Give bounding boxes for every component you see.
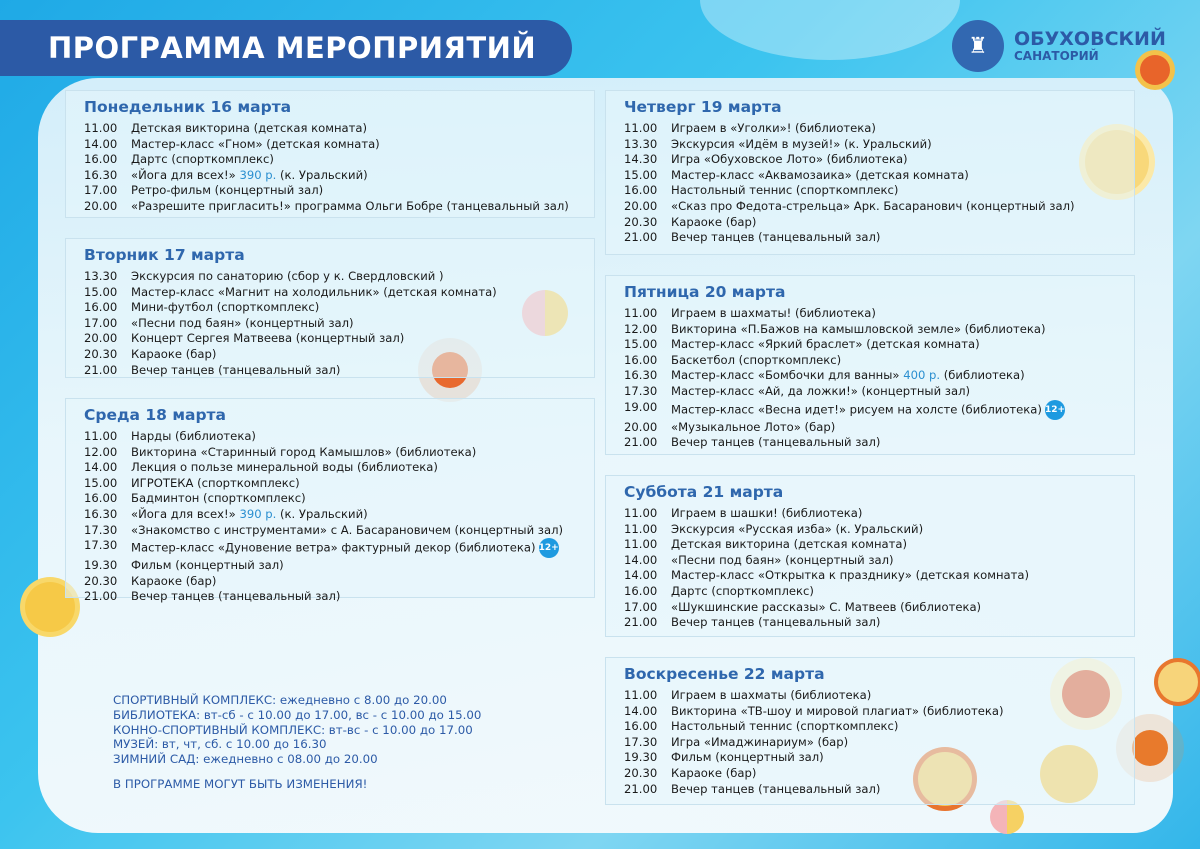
- event-row: [624, 537, 1134, 553]
- event-text: «Разрешите пригласить!» программа Ольги Бобре (танцевальный зал): [131, 198, 569, 213]
- event-price: 390 р.: [239, 506, 277, 521]
- event-text: Викторина «Старинный город Камышлов» (библиотека): [131, 444, 477, 459]
- event-row: [624, 337, 1134, 353]
- event-time: 17.30: [624, 734, 658, 749]
- event-row: [624, 400, 1134, 420]
- event-text: Мастер-класс «Аквамозаика» (детская комната): [671, 167, 969, 182]
- event-title: [671, 522, 923, 538]
- event-row: [84, 574, 594, 590]
- event-title: [671, 183, 898, 199]
- event-time: 11.00: [624, 688, 658, 702]
- event-row: [624, 137, 1134, 153]
- event-title: [671, 537, 907, 553]
- event-text: «Шукшинские рассказы» С. Матвеев (библиотека): [671, 599, 982, 614]
- event-row: [84, 363, 594, 379]
- event-time: 11.00: [624, 121, 658, 135]
- event-title: [131, 347, 216, 363]
- event-time: 21.00: [624, 615, 658, 630]
- hours-line: ЗИМНИЙ САД: ежедневно с 08.00 до 20.00: [113, 752, 378, 767]
- event-time: 12.00: [84, 444, 118, 459]
- event-time: 21.00: [84, 589, 118, 604]
- event-time: 20.30: [624, 765, 658, 780]
- event-title: [131, 152, 274, 168]
- event-row: [84, 507, 594, 523]
- event-title: [671, 506, 862, 522]
- event-time: 11.00: [84, 121, 118, 135]
- event-location: (библиотека): [940, 368, 1025, 383]
- day-heading: Понедельник 16 марта: [84, 98, 292, 116]
- event-title: [131, 491, 306, 507]
- event-time: 15.00: [84, 284, 118, 299]
- event-time: 16.30: [624, 368, 658, 383]
- event-row: [624, 735, 1134, 751]
- event-time: 21.00: [84, 362, 118, 377]
- event-text: Викторина «П.Бажов на камышловской земле» (библиотека): [671, 321, 1046, 336]
- hours-line: КОННО-СПОРТИВНЫЙ КОМПЛЕКС: вт-вс - с 10.00 до 17.00: [113, 722, 473, 737]
- event-time: 14.00: [84, 460, 118, 475]
- event-title: [671, 400, 1065, 420]
- event-title: [671, 735, 848, 751]
- event-text: Фильм (концертный зал): [131, 558, 284, 573]
- event-time: 19.00: [624, 399, 658, 414]
- day-heading: Вторник 17 марта: [84, 246, 245, 264]
- event-title: [671, 230, 880, 246]
- event-row: [624, 584, 1134, 600]
- event-row: [84, 300, 594, 316]
- event-row: [624, 750, 1134, 766]
- event-title: [131, 269, 444, 285]
- sun-icon: [1158, 662, 1198, 702]
- event-title: [671, 553, 894, 569]
- logo: [952, 20, 1166, 72]
- event-text: «Песни под баян» (концертный зал): [671, 552, 894, 567]
- event-time: 11.00: [624, 306, 658, 320]
- event-text: Мастер-класс «Весна идет!» рисуем на холсте (библиотека): [671, 402, 1042, 417]
- event-text: Бадминтон (спорткомплекс): [131, 491, 306, 506]
- event-row: [624, 719, 1134, 735]
- event-title: [671, 615, 880, 631]
- event-text: Вечер танцев (танцевальный зал): [671, 230, 881, 245]
- event-time: 12.00: [624, 321, 658, 336]
- event-title: [671, 322, 1046, 338]
- event-title: [671, 704, 1004, 720]
- event-time: 16.00: [84, 300, 118, 315]
- event-time: 16.00: [624, 183, 658, 198]
- event-row: [624, 766, 1134, 782]
- event-price: 400 р.: [903, 368, 941, 383]
- event-title: [671, 306, 876, 322]
- event-text: Вечер танцев (танцевальный зал): [671, 435, 881, 450]
- event-text: Экскурсия «Русская изба» (к. Уральский): [671, 521, 924, 536]
- event-time: 20.30: [84, 573, 118, 588]
- event-title: [671, 384, 970, 400]
- event-time: 16.00: [624, 352, 658, 367]
- event-text: Викторина «ТВ-шоу и мировой плагиат» (библиотека): [671, 703, 1004, 718]
- event-time: 21.00: [624, 435, 658, 450]
- opening-hours: [113, 693, 481, 792]
- event-time: 17.00: [84, 315, 118, 330]
- event-title: [671, 584, 814, 600]
- event-row: [624, 368, 1134, 384]
- event-title: [131, 476, 300, 492]
- changes-note: В ПРОГРАММЕ МОГУТ БЫТЬ ИЗМЕНЕНИЯ!: [113, 776, 368, 791]
- event-time: 16.00: [624, 719, 658, 734]
- day-heading: Воскресенье 22 марта: [624, 665, 825, 683]
- event-time: 13.30: [624, 136, 658, 151]
- event-text: «Сказ про Федота-стрельца» Арк. Басаранович (концертный зал): [671, 198, 1075, 213]
- event-row: [624, 230, 1134, 246]
- event-time: 15.00: [624, 337, 658, 352]
- event-time: 20.30: [84, 346, 118, 361]
- event-row: [624, 306, 1134, 322]
- event-title: [131, 445, 476, 461]
- event-title: [131, 316, 354, 332]
- event-text: Играем в «Уголки»! (библиотека): [671, 121, 876, 135]
- event-row: [84, 199, 594, 215]
- moon-icon: [990, 800, 1024, 834]
- event-row: [84, 269, 594, 285]
- event-text: Мастер-класс «Гном» (детская комната): [131, 136, 380, 151]
- event-text: Вечер танцев (танцевальный зал): [131, 362, 341, 377]
- event-title: [671, 199, 1075, 215]
- event-row: [624, 435, 1134, 451]
- event-text: Мастер-класс «Ай, да ложки!» (концертный зал): [671, 383, 971, 398]
- event-row: [84, 538, 594, 558]
- event-time: 20.00: [624, 419, 658, 434]
- event-title: [131, 363, 340, 379]
- event-time: 14.00: [624, 568, 658, 583]
- event-row: [84, 558, 594, 574]
- event-text: «Песни под баян» (концертный зал): [131, 315, 354, 330]
- event-title: [671, 600, 981, 616]
- event-text: Ретро-фильм (концертный зал): [131, 183, 324, 198]
- event-text: Вечер танцев (танцевальный зал): [671, 615, 881, 630]
- day-heading: Суббота 21 марта: [624, 483, 784, 501]
- event-text: Вечер танцев (танцевальный зал): [671, 781, 881, 796]
- event-title: [131, 168, 368, 184]
- event-time: 17.00: [84, 183, 118, 198]
- event-title: [671, 782, 880, 798]
- event-title: [671, 750, 824, 766]
- event-title: [671, 368, 1025, 384]
- event-text: Вечер танцев (танцевальный зал): [131, 589, 341, 604]
- event-row: [84, 589, 594, 605]
- event-time: 16.00: [84, 152, 118, 167]
- event-row: [84, 429, 594, 445]
- event-location: (к. Уральский): [276, 167, 368, 182]
- event-text: Играем в шашки! (библиотека): [671, 506, 863, 520]
- event-time: 15.00: [84, 475, 118, 490]
- event-title: [131, 331, 404, 347]
- hours-line: МУЗЕЙ: вт, чт, сб. с 10.00 до 16.30: [113, 737, 327, 752]
- event-time: 14.00: [84, 136, 118, 151]
- event-row: [624, 568, 1134, 584]
- event-title: [671, 353, 841, 369]
- day-card: [605, 657, 1135, 805]
- event-row: [624, 353, 1134, 369]
- event-row: [84, 523, 594, 539]
- event-title: [671, 766, 756, 782]
- sun-icon: [1140, 55, 1170, 85]
- event-title: [671, 435, 880, 451]
- event-text: Игра «Имаджинариум» (бар): [671, 734, 849, 749]
- event-text: «Знакомство с инструментами» с А. Басарановичем (концертный зал): [131, 522, 564, 537]
- event-title: [671, 568, 1029, 584]
- event-row: [624, 704, 1134, 720]
- event-row: [84, 152, 594, 168]
- event-text: Лекция о пользе минеральной воды (библиотека): [131, 460, 438, 475]
- event-title: [671, 215, 756, 231]
- event-time: 17.30: [84, 538, 118, 553]
- event-time: 16.00: [84, 491, 118, 506]
- event-text: Играем в шахматы! (библиотека): [671, 306, 876, 320]
- event-title: [131, 460, 438, 476]
- event-text: ИГРОТЕКА (спорткомплекс): [131, 475, 300, 490]
- event-text: Мастер-класс «Яркий браслет» (детская комната): [671, 337, 980, 352]
- event-row: [84, 476, 594, 492]
- event-row: [84, 331, 594, 347]
- event-title: [131, 300, 319, 316]
- event-title: [671, 152, 908, 168]
- event-row: [624, 782, 1134, 798]
- event-row: [624, 215, 1134, 231]
- event-text: Экскурсия «Идём в музей!» (к. Уральский): [671, 136, 932, 151]
- event-title: [131, 199, 569, 215]
- event-time: 16.30: [84, 506, 118, 521]
- event-row: [624, 121, 1134, 137]
- event-text: Баскетбол (спорткомплекс): [671, 352, 842, 367]
- event-row: [624, 506, 1134, 522]
- event-text: Дартс (спорткомплекс): [671, 583, 814, 598]
- event-time: 13.30: [84, 269, 118, 283]
- day-card: [65, 90, 595, 218]
- page-title: ПРОГРАММА МЕРОПРИЯТИЙ: [0, 20, 572, 76]
- event-text: Детская викторина (детская комната): [671, 537, 908, 552]
- event-title: [131, 589, 340, 605]
- event-time: 20.00: [84, 331, 118, 346]
- event-text: Нарды (библиотека): [131, 429, 256, 443]
- event-row: [624, 522, 1134, 538]
- event-time: 16.30: [84, 167, 118, 182]
- day-heading: Четверг 19 марта: [624, 98, 782, 116]
- event-text: «Йога для всех!»: [131, 167, 240, 182]
- event-text: Концерт Сергея Матвеева (концертный зал): [131, 331, 405, 346]
- event-time: 11.00: [84, 429, 118, 443]
- event-row: [84, 137, 594, 153]
- hours-line: СПОРТИВНЫЙ КОМПЛЕКС: ежедневно с 8.00 до 20.00: [113, 693, 447, 707]
- event-time: 21.00: [624, 230, 658, 245]
- event-title: [131, 137, 380, 153]
- event-row: [624, 322, 1134, 338]
- event-row: [624, 168, 1134, 184]
- event-row: [624, 420, 1134, 436]
- event-price: 390 р.: [239, 167, 277, 182]
- event-title: [131, 558, 284, 574]
- event-time: 17.30: [624, 383, 658, 398]
- day-card: [605, 90, 1135, 255]
- event-text: Мастер-класс «Открытка к празднику» (детская комната): [671, 568, 1030, 583]
- event-row: [84, 347, 594, 363]
- event-row: [624, 600, 1134, 616]
- event-time: 20.00: [84, 198, 118, 213]
- event-text: Мини-футбол (спорткомплекс): [131, 300, 320, 315]
- hours-line: БИБЛИОТЕКА: вт-сб - с 10.00 до 17.00, вс - с 10.00 до 15.00: [113, 707, 482, 722]
- event-time: 21.00: [624, 781, 658, 796]
- event-row: [84, 445, 594, 461]
- event-time: 14.00: [624, 703, 658, 718]
- event-text: Настольный теннис (спорткомплекс): [671, 183, 899, 198]
- event-title: [671, 688, 871, 704]
- event-title: [131, 538, 559, 558]
- event-time: 20.00: [624, 198, 658, 213]
- event-row: [624, 688, 1134, 704]
- event-title: [131, 574, 216, 590]
- event-title: [671, 337, 980, 353]
- event-title: [671, 137, 932, 153]
- event-title: [671, 121, 876, 137]
- event-time: 17.30: [84, 522, 118, 537]
- event-text: Мастер-класс «Магнит на холодильник» (детская комната): [131, 284, 497, 299]
- day-heading: Пятница 20 марта: [624, 283, 786, 301]
- age-badge: 12+: [539, 538, 559, 558]
- event-row: [84, 460, 594, 476]
- castle-icon: ♜: [952, 20, 1004, 72]
- event-time: 19.30: [84, 558, 118, 573]
- event-text: Детская викторина (детская комната): [131, 121, 368, 135]
- event-text: Играем в шахматы (библиотека): [671, 688, 872, 702]
- event-title: [131, 507, 368, 523]
- event-title: [131, 183, 323, 199]
- event-row: [624, 152, 1134, 168]
- event-title: [131, 523, 563, 539]
- event-time: 11.00: [624, 521, 658, 536]
- event-time: 16.00: [624, 583, 658, 598]
- event-time: 15.00: [624, 167, 658, 182]
- age-badge: 12+: [1045, 400, 1065, 420]
- event-row: [624, 553, 1134, 569]
- event-row: [624, 384, 1134, 400]
- event-text: Мастер-класс «Дуновение ветра» фактурный декор (библиотека): [131, 540, 536, 555]
- event-time: 14.00: [624, 552, 658, 567]
- event-row: [84, 121, 594, 137]
- event-time: 20.30: [624, 214, 658, 229]
- event-row: [624, 615, 1134, 631]
- logo-line1: ОБУХОВСКИЙ: [1014, 28, 1166, 50]
- event-row: [624, 183, 1134, 199]
- event-title: [131, 429, 256, 445]
- event-text: Караоке (бар): [131, 573, 217, 588]
- event-text: Настольный теннис (спорткомплекс): [671, 719, 899, 734]
- event-location: (к. Уральский): [276, 506, 368, 521]
- event-row: [84, 285, 594, 301]
- event-row: [84, 316, 594, 332]
- event-row: [84, 183, 594, 199]
- event-time: 19.30: [624, 750, 658, 765]
- day-heading: Среда 18 марта: [84, 406, 226, 424]
- sun-icon: [1132, 730, 1168, 766]
- event-title: [671, 719, 898, 735]
- event-title: [671, 168, 969, 184]
- event-title: [671, 420, 835, 436]
- event-row: [84, 491, 594, 507]
- event-text: Дартс (спорткомплекс): [131, 152, 274, 167]
- event-text: «Музыкальное Лото» (бар): [671, 419, 836, 434]
- day-card: [65, 238, 595, 378]
- day-card: [605, 475, 1135, 637]
- event-time: 11.00: [624, 537, 658, 552]
- event-text: Игра «Обуховское Лото» (библиотека): [671, 152, 908, 167]
- event-text: Экскурсия по санаторию (сбор у к. Свердловский ): [131, 269, 444, 283]
- decor-blob: [700, 0, 960, 60]
- event-text: Фильм (концертный зал): [671, 750, 824, 765]
- event-time: 17.00: [624, 599, 658, 614]
- event-text: Караоке (бар): [671, 214, 757, 229]
- event-title: [131, 285, 497, 301]
- event-time: 11.00: [624, 506, 658, 520]
- event-text: Мастер-класс «Бомбочки для ванны»: [671, 368, 904, 383]
- event-time: 14.30: [624, 152, 658, 167]
- logo-line2: САНАТОРИЙ: [1014, 49, 1099, 63]
- event-title: [131, 121, 367, 137]
- event-row: [84, 168, 594, 184]
- event-text: «Йога для всех!»: [131, 506, 240, 521]
- event-text: Караоке (бар): [131, 346, 217, 361]
- event-row: [624, 199, 1134, 215]
- day-card: [65, 398, 595, 604]
- event-text: Караоке (бар): [671, 765, 757, 780]
- day-card: [605, 275, 1135, 455]
